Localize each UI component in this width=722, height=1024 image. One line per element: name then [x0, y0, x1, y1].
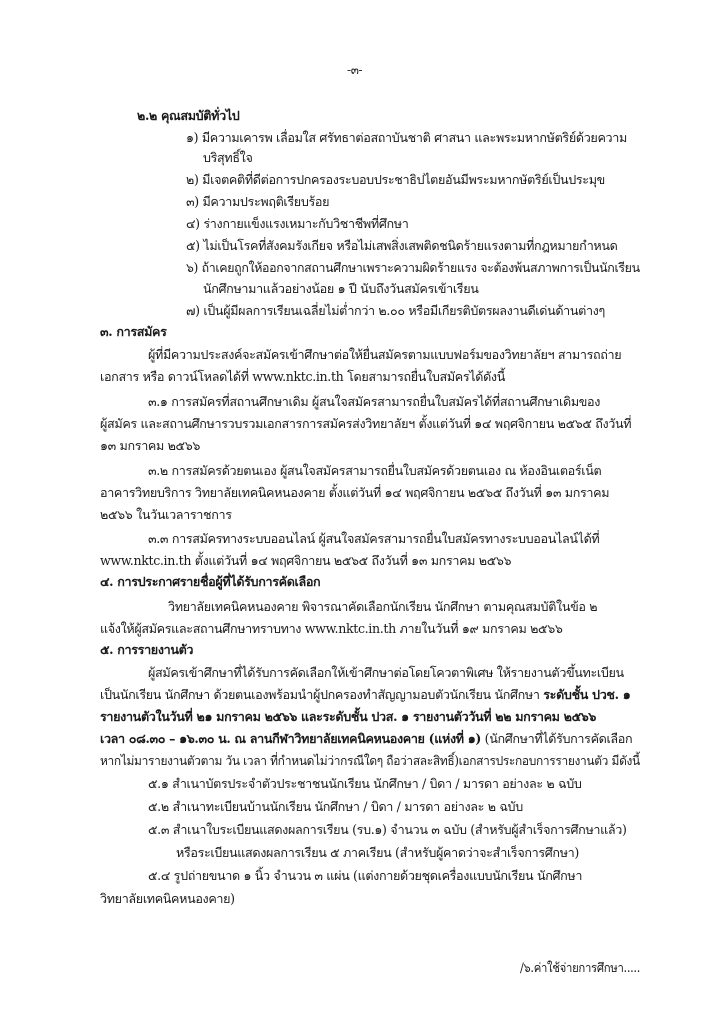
qualification-1-cont: บริสุทธิ์ใจ: [203, 150, 253, 165]
section-3-1-line-1: ๓.๑ การสมัครที่สถานศึกษาเดิม ผู้สนใจสมัครสามารถยื่นใบสมัครได้ที่สถานศึกษาเดิมของ: [148, 394, 601, 409]
section-5-line-2-text: เป็นนักเรียน นักศึกษา ด้วยตนเองพร้อมนำผู้ปกครองทำสัญญามอบตัวนักเรียน นักศึกษา: [100, 687, 540, 702]
qualification-3: ๓) มีความประพฤติเรียบร้อย: [186, 194, 330, 209]
section-3-2-line-1: ๓.๒ การสมัครด้วยตนเอง ผู้สนใจสมัครสามารถยื่นใบสมัครด้วยตนเอง ณ ห้องอินเตอร์เน็ต: [148, 463, 602, 478]
section-4-line-1: วิทยาลัยเทคนิคหนองคาย พิจารณาคัดเลือกนักเรียน นักศึกษา ตามคุณสมบัติในข้อ ๒: [168, 599, 598, 614]
document-5-2: ๕.๒ สำเนาทะเบียนบ้านนักเรียน นักศึกษา / บิดา / มารดา อย่างละ ๒ ฉบับ: [148, 799, 523, 814]
document-5-3: ๕.๓ สำเนาใบระเบียนแสดงผลการเรียน (รบ.๑) จำนวน ๓ ฉบับ (สำหรับผู้สำเร็จการศึกษาแล้ว): [148, 822, 627, 837]
section-3-1-line-2: ผู้สมัคร และสถานศึกษารวบรวมเอกสารการสมัครส่งวิทยาลัยฯ ตั้งแต่วันที่ ๑๔ พฤศจิกายน ๒๕๖๕ ถึงวันที่: [100, 416, 632, 431]
document-5-3-alt: หรือระเบียนแสดงผลการเรียน ๕ ภาคเรียน (สำหรับผู้คาดว่าจะสำเร็จการศึกษา): [176, 845, 579, 860]
section-5-line-1: ผู้สมัครเข้าศึกษาที่ได้รับการคัดเลือกให้เข้าศึกษาต่อโดยโควตาพิเศษ ให้รายงานตัวขึ้นทะเบียน: [148, 665, 624, 680]
qualification-4: ๔) ร่างกายแข็งแรงเหมาะกับวิชาชีพที่ศึกษา: [186, 216, 409, 231]
section-3-2-line-2: อาคารวิทยบริการ วิทยาลัยเทคนิคหนองคาย ตั้งแต่วันที่ ๑๔ พฤศจิกายน ๒๕๖๕ ถึงวันที่ ๑๓ มกราคม: [100, 485, 610, 500]
next-page-continuation: /๖.ค่าใช้จ่ายการศึกษา.....: [520, 960, 641, 975]
section-3-3-line-1: ๓.๓ การสมัครทางระบบออนไลน์ ผู้สนใจสมัครสามารถยื่นใบสมัครทางระบบออนไลน์ได้ที่: [148, 531, 600, 546]
section-3-intro-1: ผู้ที่มีความประสงค์จะสมัครเข้าศึกษาต่อให้ยื่นสมัครตามแบบฟอร์มของวิทยาลัยฯ สามารถถ่าย: [148, 347, 622, 362]
heading-3: ๓. การสมัคร: [100, 324, 167, 339]
section-4-line-2: แจ้งให้ผู้สมัครและสถานศึกษาทราบทาง www.nktc.in.th ภายในวันที่ ๑๙ มกราคม ๒๕๖๖: [100, 621, 563, 636]
section-5-line-5: หากไม่มารายงานตัวตาม วัน เวลา ที่กำหนดไม่ว่ากรณีใดๆ ถือว่าสละสิทธิ์)เอกสารประกอบการรายงานตัว มีดังนี้: [100, 753, 640, 768]
qualification-1: ๑) มีความเคารพ เลื่อมใส ศรัทธาต่อสถาบันชาติ ศาสนา และพระมหากษัตริย์ด้วยความ: [186, 130, 627, 145]
heading-4: ๔. การประกาศรายชื่อผู้ที่ได้รับการคัดเลือก: [100, 574, 321, 589]
qualification-6-cont: นักศึกษามาแล้วอย่างน้อย ๑ ปี นับถึงวันสมัครเข้าเรียน: [203, 281, 479, 296]
document-5-4: ๕.๔ รูปถ่ายขนาด ๑ นิ้ว จำนวน ๓ แผ่น (แต่งกายด้วยชุดเครื่องแบบนักเรียน นักศึกษา: [148, 868, 583, 883]
section-3-2-line-3: ๒๕๖๖ ในวันเวลาราชการ: [100, 507, 232, 522]
section-5-report-dates: รายงานตัวในวันที่ ๒๑ มกราคม ๒๕๖๖ และระดับชั้น ปวส. ๑ รายงานตัววันที่ ๒๒ มกราคม ๒๕๖๖: [100, 709, 597, 724]
section-3-intro-2: เอกสาร หรือ ดาวน์โหลดได้ที่ www.nktc.in.th โดยสามารถยื่นใบสมัครได้ดังนี้: [100, 369, 505, 384]
section-5-line-2: [100, 687, 630, 703]
heading-2-2: ๒.๒ คุณสมบัติทั่วไป: [137, 108, 240, 123]
page-number: -๓-: [347, 63, 363, 77]
section-3-1-line-3: ๑๓ มกราคม ๒๕๖๖: [100, 438, 201, 453]
section-5-line-4: [100, 731, 632, 747]
section-5-line-4-note: (นักศึกษาที่ได้รับการคัดเลือก: [484, 731, 633, 746]
section-3-3-line-2: www.nktc.in.th ตั้งแต่วันที่ ๑๔ พฤศจิกายน ๒๕๖๕ ถึงวันที่ ๑๓ มกราคม ๒๕๖๖: [100, 553, 512, 568]
qualification-5: ๕) ไม่เป็นโรคที่สังคมรังเกียจ หรือไม่เสพสิ่งเสพติดชนิดร้ายแรงตามที่กฎหมายกำหนด: [186, 238, 618, 253]
section-5-time-venue: เวลา ๐๘.๓๐ – ๑๖.๓๐ น. ณ ลานกีฬาวิทยาลัยเทคนิคหนองคาย (แห่งที่ ๑): [100, 731, 481, 746]
qualification-2: ๒) มีเจตคติที่ดีต่อการปกครองระบอบประชาธิปไตยอันมีพระมหากษัตริย์เป็นประมุข: [186, 172, 605, 187]
heading-5: ๕. การรายงานตัว: [100, 642, 194, 657]
qualification-7: ๗) เป็นผู้มีผลการเรียนเฉลี่ยไม่ต่ำกว่า ๒.๐๐ หรือมีเกียรติบัตรผลงานดีเด่นด้านต่างๆ: [186, 303, 605, 318]
section-5-level-pvc1: ระดับชั้น ปวช. ๑: [543, 687, 631, 702]
document-5-4-cont: วิทยาลัยเทคนิคหนองคาย): [100, 891, 235, 906]
qualification-6: ๖) ถ้าเคยถูกให้ออกจากสถานศึกษาเพราะความผิดร้ายแรง จะต้องพ้นสภาพการเป็นนักเรียน: [186, 260, 640, 275]
document-5-1: ๕.๑ สำเนาบัตรประจำตัวประชาชนนักเรียน นักศึกษา / บิดา / มารดา อย่างละ ๒ ฉบับ: [148, 776, 582, 791]
